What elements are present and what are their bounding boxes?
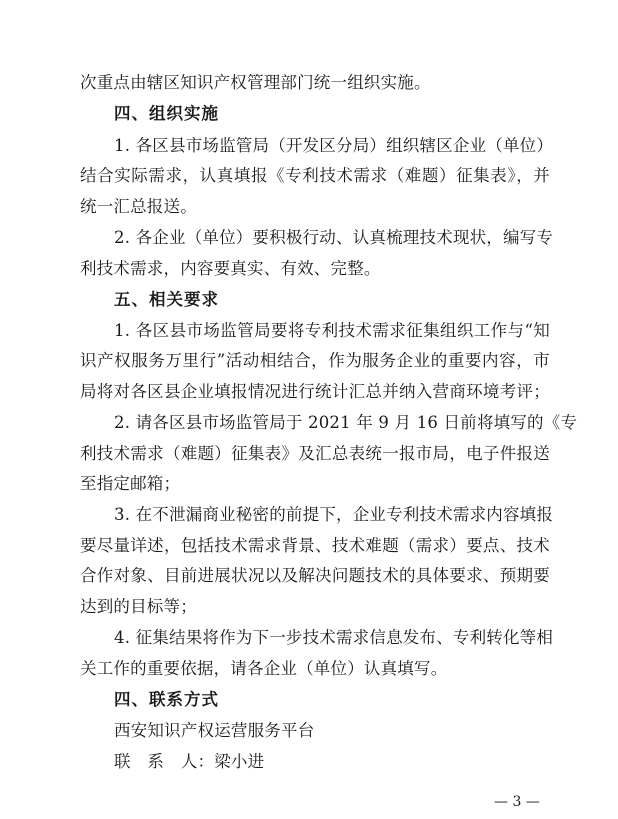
paragraph-line: 要尽量详述，包括技术需求背景、技术难题（需求）要点、技术 [80, 536, 550, 555]
paragraph-line: 局将对各区县企业填报情况进行统计汇总并纳入营商环境考评； [80, 382, 550, 401]
page-number: — 3 — [494, 794, 540, 810]
paragraph-line: 至指定邮箱； [80, 474, 181, 493]
paragraph-line: 合作对象、目前进展状况以及解决问题技术的具体要求、预期要 [80, 566, 550, 585]
paragraph-line: 识产权服务万里行”活动相结合，作为服务企业的重要内容，市 [80, 351, 550, 370]
paragraph-line: 结合实际需求，认真填报《专利技术需求（难题）征集表》，并 [80, 166, 550, 185]
paragraph-line: 次重点由辖区知识产权管理部门统一组织实施。 [80, 73, 431, 92]
paragraph-line: 利技术需求，内容要真实、有效、完整。 [80, 259, 381, 278]
paragraph-line: 1. 各区县市场监管局要将专利技术需求征集组织工作与“知 [114, 321, 550, 340]
paragraph-line: 统一汇总报送。 [80, 197, 197, 216]
paragraph-line: 2. 请各区县市场监管局于 2021 年 9 月 16 日前将填写的《专 [114, 413, 578, 432]
section-heading-contact: 四、联系方式 [114, 690, 219, 709]
contact-person: 联 系 人：梁小进 [114, 752, 265, 771]
paragraph-line: 3. 在不泄漏商业秘密的前提下，企业专利技术需求内容填报 [114, 505, 554, 524]
paragraph-line: 关工作的重要依据，请各企业（单位）认真填写。 [80, 659, 448, 678]
section-heading-organization: 四、组织实施 [114, 104, 219, 123]
paragraph-line: 达到的目标等； [80, 597, 197, 616]
contact-organization: 西安知识产权运营服务平台 [114, 721, 315, 740]
paragraph-line: 2. 各企业（单位）要积极行动、认真梳理技术现状，编写专 [114, 228, 554, 247]
paragraph-line: 1. 各区县市场监管局（开发区分局）组织辖区企业（单位） [114, 136, 554, 155]
paragraph-line: 利技术需求（难题）征集表》及汇总表统一报市局，电子件报送 [80, 444, 550, 463]
paragraph-line: 4. 征集结果将作为下一步技术需求信息发布、专利转化等相 [114, 628, 554, 647]
section-heading-requirements: 五、相关要求 [114, 290, 219, 309]
